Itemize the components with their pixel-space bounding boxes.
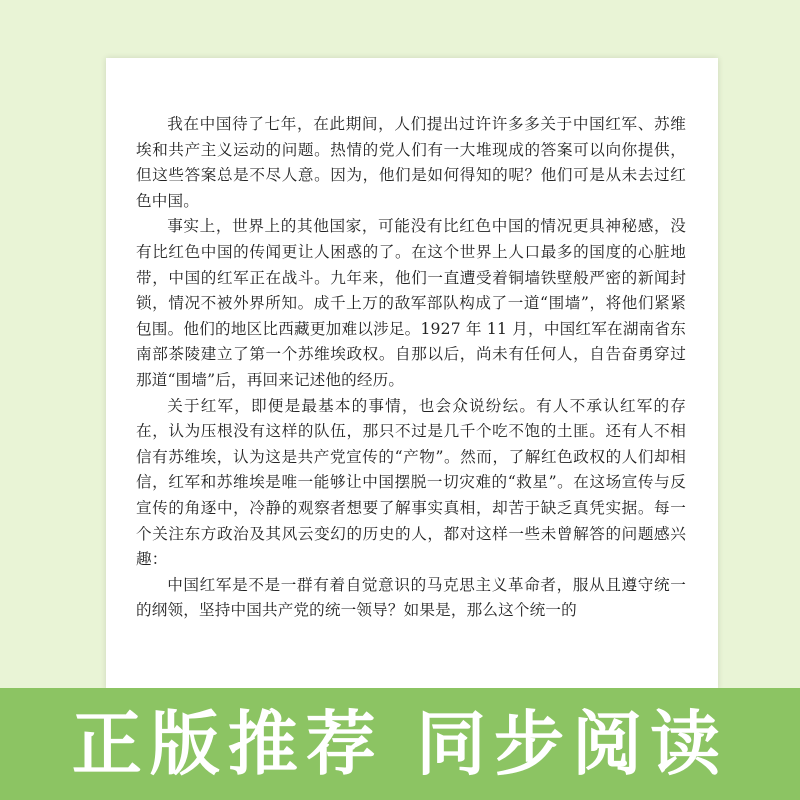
paragraph-2: 事实上，世界上的其他国家，可能没有比红色中国的情况更具神秘感，没有比红色中国的传闻更让人困惑的了。在这个世界上人口最多的国度的心脏地带，中国的红军正在战斗。九年来，他们一直遭受着铜墙铁壁般严密的新闻封锁，情况不被外界所知。成千上万的敌军部队构成了一道“围墙”，将他们紧紧包围。他们的地区比西藏更加难以涉足。1927 年 11 月，中国红军在湖南省东南部茶陵建立了第一个苏维埃政权。自那以后，尚未有任何人，自告奋勇穿过那道“围墙”后，再回来记述他的经历。 bbox=[136, 217, 686, 389]
page-text bbox=[136, 112, 686, 624]
promo-banner bbox=[0, 688, 800, 800]
promo-banner-text: 正版推荐 同步阅读 bbox=[71, 703, 729, 785]
paragraph-3: 关于红军，即便是最基本的事情，也会众说纷纭。有人不承认红军的存在，认为压根没有这样的队伍，那只不过是几千个吃不饱的土匪。还有人不相信有苏维埃，认为这是共产党宣传的“产物”。然而，了解红色政权的人们却相信，红军和苏维埃是唯一能够让中国摆脱一切灾难的“救星”。在这场宣传与反宣传的角逐中，冷静的观察者想要了解事实真相，却苦于缺乏真凭实据。每一个关注东方政治及其风云变幻的历史的人，都对这样一些未曾解答的问题感兴趣： bbox=[136, 396, 686, 569]
paragraph-1: 我在中国待了七年，在此期间，人们提出过许许多多关于中国红军、苏维埃和共产主义运动的问题。热情的党人们有一大堆现成的答案可以向你提供，但这些答案总是不尽人意。因为，他们是如何得知的呢？他们可是从未去过红色中国。 bbox=[136, 115, 686, 210]
book-page bbox=[106, 58, 718, 690]
paragraph-4: 中国红军是不是一群有着自觉意识的马克思主义革命者，服从且遵守统一的纲领，坚持中国共产党的统一领导？如果是，那么这个统一的 bbox=[136, 575, 686, 620]
